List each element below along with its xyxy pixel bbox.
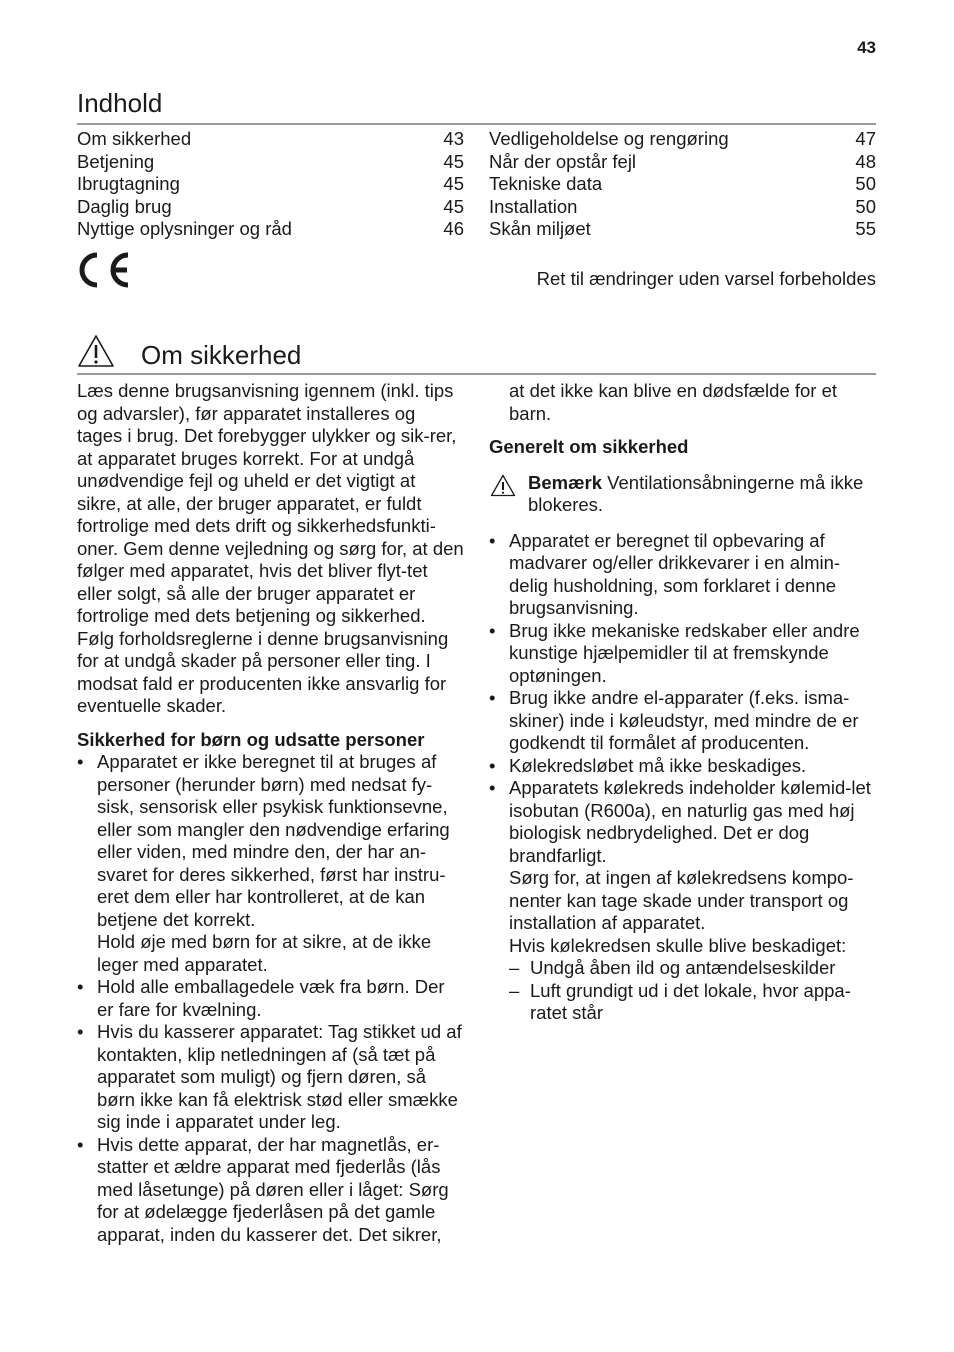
toc-entry-label: Om sikkerhed [77,128,192,149]
continuation-text: at det ikke kan blive en dødsfælde for et barn. [509,380,838,424]
toc-entry-page: 45 [443,195,464,217]
note-label: Bemærk [528,471,603,493]
toc-entry[interactable] [489,151,876,174]
children-heading: Sikkerhed for børn og udsatte personer [77,728,425,750]
safety-right-column [489,380,879,1025]
list-item-text: Apparatet er ikke beregnet til at bruges af personer (herunder børn) med nedsat fy-sisk, sensorisk eller psykisk funktionsevne, eller som mangler den nødvendige erfaring eller viden, med mindre den, der har an-svaret for deres sikkerhed, først har instru-eret dem eller har kontrolleret, at de kan betjene det korrekt. [97,751,450,930]
intro-paragraph: Læs denne brugsanvisning igennem (inkl. tips og advarsler), før apparatet installeres og tages i brug. Det forebygger ulykker og sik-rer, at apparatet bruges korrekt. For at undgå unødvendige fejl og uheld er det vigtigt at sikre, at alle, der bruger apparatet, er fuldt fortrolige med dets drift og sikkerhedsfunkti-oner. Gem denne vejledning og sørg for, at den følger med apparatet, hvis det bliver flyt-tet eller solgt, så alle der bruger apparatet er fortrolige med dets betjening og sikkerhed. Følg forholdsreglerne i denne brugsanvisning for at undgå skader på personer eller ting. I modsat fald er producenten ikke ansvarlig for eventuelle skader. [77,380,464,716]
list-item-text: Kølekredsløbet må ikke beskadiges. [509,754,807,776]
toc-entry-label: Skån miljøet [489,218,591,239]
toc-entry-label: Tekniske data [489,173,603,194]
children-list [77,751,464,1246]
toc-entry-page: 46 [443,218,464,239]
warning-triangle-icon [77,334,115,368]
list-item-text: Brug ikke mekaniske redskaber eller andre kunstige hjælpemidler til at fremskynde optøningen. [509,619,860,686]
toc-right-column [489,128,876,241]
toc-entry[interactable] [489,196,876,219]
list-item-text: Apparatets kølekreds indeholder kølemid-let isobutan (R600a), en naturlig gas med høj biologisk nedbrydelighed. Det er dog brandfarligt. [509,777,871,866]
toc-entry-page: 50 [855,195,876,217]
general-list [489,530,879,1025]
list-item-text: Apparatet er beregnet til opbevaring af madvarer og/eller drikkevarer i en almin-delig husholdning, som forklaret i denne brugsanvisning. [509,529,841,618]
list-item [77,751,464,976]
dash-item: – Undgå åben ild og antændelseskilder [509,957,879,980]
toc-entry-page: 45 [443,150,464,172]
toc-entry[interactable] [489,173,876,196]
list-item [489,620,879,688]
toc-entry-page: 45 [443,173,464,194]
ventilation-note [489,472,879,517]
list-item-text: Hvis du kasserer apparatet: Tag stikket ud af kontakten, klip netledningen af (så tæt på apparatet som muligt) og fjern døren, så børn ikke kan få elektrisk stød eller smække sig inde i apparatet under leg. [97,1021,462,1132]
safety-left-column [77,380,464,1246]
list-item [489,755,879,778]
list-item-extra: Hvis kølekredsen skulle blive beskadiget: [509,934,847,956]
ce-mark-icon [77,252,131,288]
toc-entry-page: 48 [855,150,876,172]
toc-entry[interactable] [489,218,876,241]
toc-entry-label: Betjening [77,150,155,172]
toc-entry[interactable] [77,128,464,151]
toc-entry-label: Ibrugtagning [77,173,180,194]
toc-entry-page: 43 [443,128,464,149]
list-item-text: Hvis dette apparat, der har magnetlås, er-statter et ældre apparat med fjederlås (lås med låsetunge) på døren eller i låget: Sørg for at ødelægge fjederlåsen på det gamle apparat, inden du kasserer det. Det sikrer, [97,1133,449,1245]
dash-list [509,957,879,1025]
dash-item: – Luft grundigt ud i det lokale, hvor appa-ratet står [509,980,879,1025]
toc-entry[interactable] [77,218,464,241]
list-item [77,976,464,1021]
toc-entry-label: Når der opstår fejl [489,150,637,172]
toc-divider [77,123,876,125]
list-item-text: Brug ikke andre el-apparater (f.eks. isma-skiner) inde i køleudstyr, med mindre de er godkendt til formålet af producenten. [509,687,859,753]
page-number: 43 [857,38,876,57]
list-item [489,530,879,620]
toc-left-column [77,128,464,241]
list-item [77,1134,464,1247]
list-item [489,687,879,755]
list-item-text: Hold alle emballagedele væk fra børn. Der er fare for kvælning. [97,976,445,1020]
toc-entry[interactable] [77,173,464,196]
toc-entry-label: Installation [489,195,578,217]
toc-entry-label: Daglig brug [77,195,172,217]
general-heading: Generelt om sikkerhed [489,436,689,457]
toc-entry-page: 47 [855,128,876,149]
toc-entry[interactable] [77,196,464,219]
list-item [489,777,879,1025]
toc-entry-page: 50 [855,173,876,194]
toc-entry-label: Nyttige oplysninger og råd [77,218,292,239]
list-item [77,1021,464,1134]
toc-entry[interactable] [77,151,464,174]
warning-triangle-icon [490,474,516,497]
safety-title: Om sikkerhed [141,340,302,370]
reserve-note: Ret til ændringer uden varsel forbeholdes [536,268,876,289]
toc-entry[interactable] [489,128,876,151]
toc-entry-page: 55 [855,218,876,239]
toc-title: Indhold [77,88,163,118]
toc-entry-label: Vedligeholdelse og rengøring [489,128,729,149]
list-item-extra: Sørg for, at ingen af kølekredsens kompo-nenter kan tage skade under transport og installation af apparatet. [509,867,854,933]
safety-divider [77,373,876,375]
list-item-extra: Hold øje med børn for at sikre, at de ikke leger med apparatet. [97,931,432,975]
note-text: Ventilationsåbningerne må ikke blokeres. [528,471,864,515]
